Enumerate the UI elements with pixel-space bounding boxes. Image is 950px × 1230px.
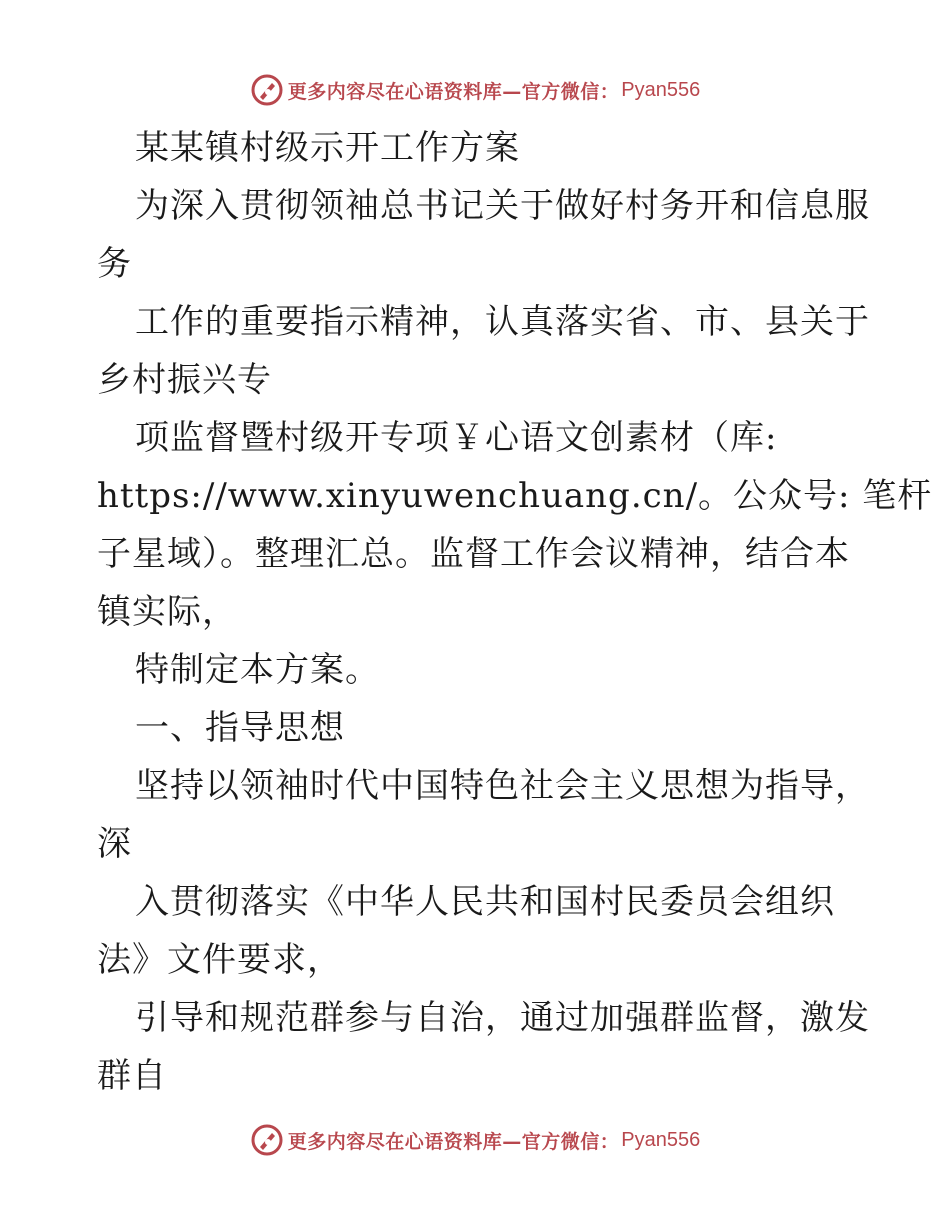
paragraph-line: 法》文件要求， xyxy=(97,940,342,980)
pen-logo-icon xyxy=(250,73,284,107)
watermark-id: Pyan556 xyxy=(621,78,701,101)
watermark-banner-bottom xyxy=(0,1118,950,1162)
paragraph-line: 坚持以领袖时代中国特色社会主义思想为指导， xyxy=(135,766,870,806)
paragraph-line: 镇实际， xyxy=(97,592,237,632)
paragraph-line-url: https://www.xinyuwenchuang.cn/。公众号: 笔杆 xyxy=(97,476,933,516)
watermark-id: Pyan556 xyxy=(621,1128,701,1151)
watermark-text: 更多内容尽在心语资料库—官方微信： xyxy=(287,1130,620,1153)
watermark-banner-top xyxy=(0,68,950,112)
doc-title: 某某镇村级示开工作方案 xyxy=(135,128,520,168)
pen-logo-icon xyxy=(250,1123,284,1157)
paragraph-line: 特制定本方案。 xyxy=(135,650,380,690)
section-heading: 一、指导思想 xyxy=(135,708,345,748)
watermark-text: 更多内容尽在心语资料库—官方微信： xyxy=(287,80,620,103)
paragraph-line: 为深入贯彻领袖总书记关于做好村务开和信息服 xyxy=(135,186,870,226)
paragraph-line: 子星域）。整理汇总。监督工作会议精神，结合本 xyxy=(97,534,850,574)
paragraph-line: 群自 xyxy=(97,1056,167,1096)
paragraph-line: 项监督暨村级开专项￥心语文创素材（库: xyxy=(135,418,778,458)
paragraph-line: 工作的重要指示精神，认真落实省、市、县关于 xyxy=(135,302,870,342)
paragraph-line: 入贯彻落实《中华人民共和国村民委员会组织 xyxy=(135,882,835,922)
paragraph-line: 务 xyxy=(97,244,132,284)
paragraph-line: 引导和规范群参与自治，通过加强群监督，激发 xyxy=(135,998,870,1038)
paragraph-line: 乡村振兴专 xyxy=(97,360,272,400)
paragraph-line: 深 xyxy=(97,824,132,864)
